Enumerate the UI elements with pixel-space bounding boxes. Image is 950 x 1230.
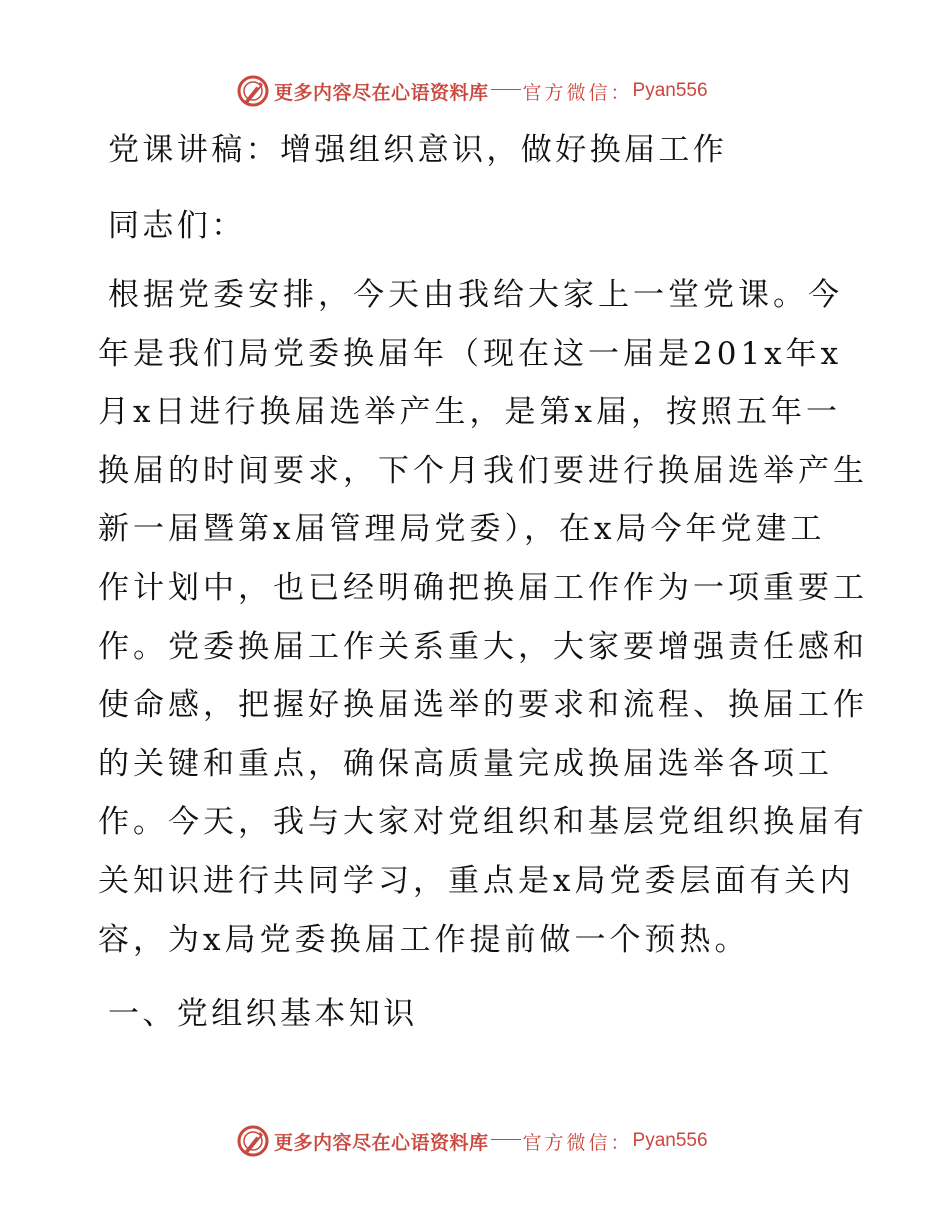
paragraph-line: 新一届暨第x届管理局党委），在x局今年党建工 <box>98 511 826 548</box>
watermark-site-text: 更多内容尽在心语资料库 <box>274 1131 489 1154</box>
pen-nib-circle-icon <box>236 1124 270 1158</box>
paragraph-line: 使命感，把握好换届选举的要求和流程、换届工作 <box>98 687 868 724</box>
paragraph-line: 关知识进行共同学习，重点是x局党委层面有关内 <box>98 862 855 899</box>
footer-watermark <box>236 1124 708 1158</box>
watermark-wechat-id: Pyan556 <box>632 1130 708 1151</box>
paragraph-line: 的关键和重点，确保高质量完成换届选举各项工 <box>98 745 833 782</box>
paragraph-line: 年是我们局党委换届年（现在这一届是201x年x <box>98 335 843 372</box>
watermark-official-text: 官方微信： <box>522 81 633 104</box>
section-heading: 一、党组织基本知识 <box>108 996 418 1032</box>
watermark-dash <box>491 1139 521 1140</box>
watermark-site-text: 更多内容尽在心语资料库 <box>274 81 489 104</box>
paragraph-line: 作。今天，我与大家对党组织和基层党组织换届有 <box>98 804 868 841</box>
paragraph-line: 根据党委安排，今天由我给大家上一堂党课。今 <box>108 277 843 313</box>
body-paragraph <box>98 272 868 975</box>
paragraph-line: 换届的时间要求，下个月我们要进行换届选举产生 <box>98 452 868 489</box>
watermark-official-text: 官方微信： <box>522 1131 633 1154</box>
salutation: 同志们： <box>108 208 246 244</box>
header-watermark <box>236 74 708 108</box>
paragraph-line: 作。党委换届工作关系重大，大家要增强责任感和 <box>98 628 868 665</box>
watermark-wechat-id: Pyan556 <box>632 80 708 101</box>
watermark-dash <box>491 89 521 90</box>
paragraph-line: 月x日进行换届选举产生，是第x届，按照五年一 <box>98 394 841 431</box>
paragraph-line: 作计划中，也已经明确把换届工作作为一项重要工 <box>98 569 868 606</box>
document-title: 党课讲稿：增强组织意识，做好换届工作 <box>108 132 728 168</box>
pen-nib-circle-icon <box>236 74 270 108</box>
paragraph-line: 容，为x局党委换届工作提前做一个预热。 <box>98 921 750 958</box>
